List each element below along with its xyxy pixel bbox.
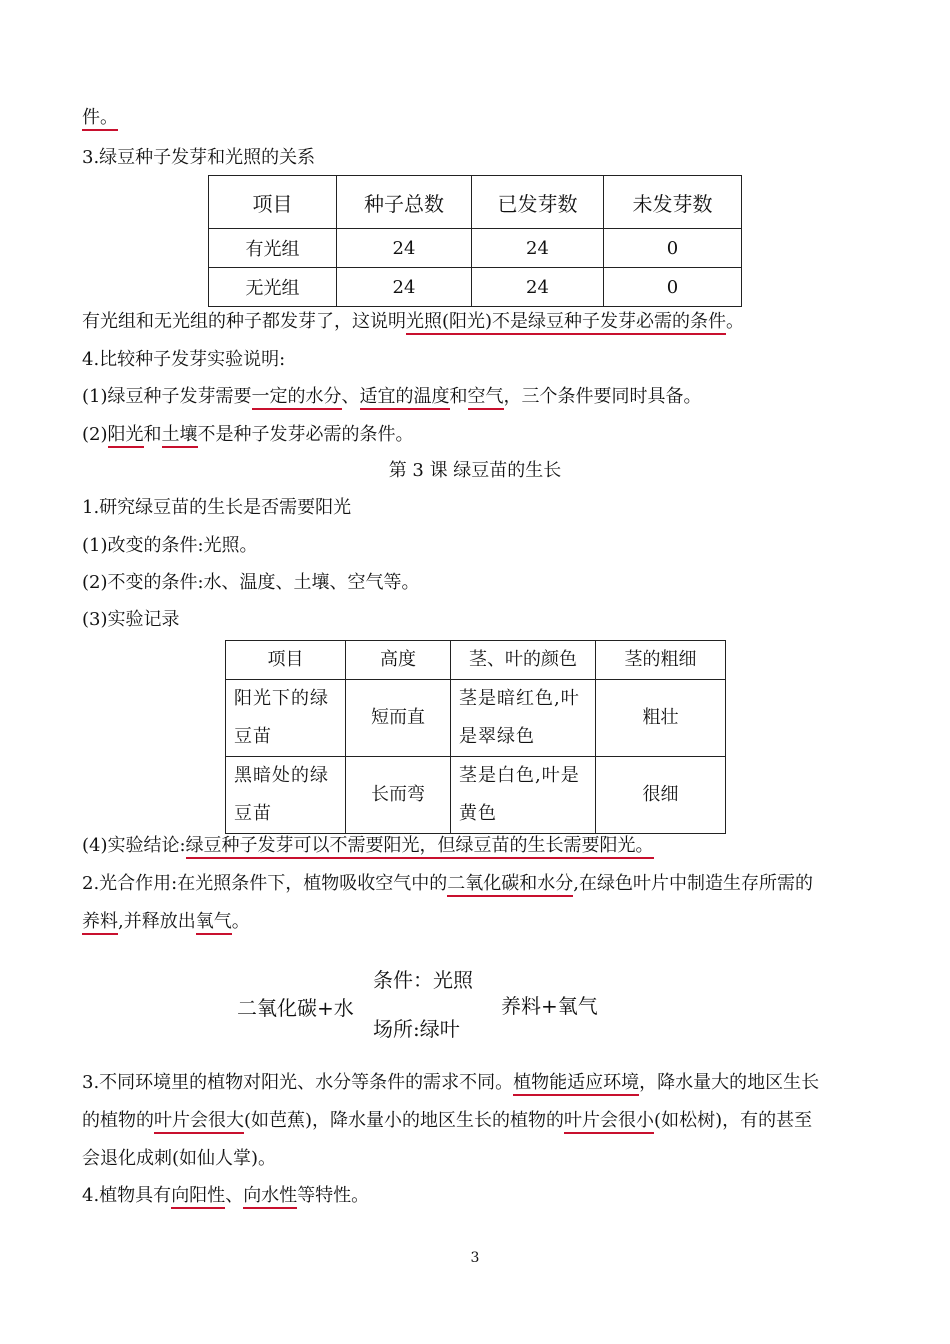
lesson-item-1-title: 1.研究绿豆苗的生长是否需要阳光 xyxy=(82,497,352,518)
seedling-experiment-table xyxy=(225,640,726,834)
section-4-item-1: (1)绿豆种子发芽需要一定的水分、适宜的温度和空气，三个条件要同时具备。 xyxy=(82,385,702,409)
germination-light-table xyxy=(208,175,742,307)
lesson-title: 第 3 课 绿豆苗的生长 xyxy=(388,460,562,481)
photosynthesis-line-1: 2.光合作用:在光照条件下，植物吸收空气中的二氧化碳和水分,在绿色叶片中制造生存所需的 xyxy=(82,872,813,896)
photosynthesis-line-2: 养料,并释放出氧气。 xyxy=(82,910,250,934)
section-4-item-2: (2)阳光和土壤不是种子发芽必需的条件。 xyxy=(82,423,414,447)
formula-location: 场所:绿叶 xyxy=(373,1017,460,1041)
section-4-title: 4.比较种子发芽实验说明: xyxy=(82,349,286,370)
table-row: 黑暗处的绿豆苗 长而弯 茎是白色,叶是黄色 很细 xyxy=(226,757,726,834)
tropism-line: 4.植物具有向阳性、向水性等特性。 xyxy=(82,1184,369,1208)
adaptation-line-2: 的植物的叶片会很大(如芭蕉)，降水量小的地区生长的植物的叶片会很小(如松树)，有的甚至 xyxy=(82,1109,812,1133)
table-row: 阳光下的绿豆苗 短而直 茎是暗红色,叶是翠绿色 粗壮 xyxy=(226,680,726,757)
lesson-item-1-4: (4)实验结论:绿豆种子发芽可以不需要阳光，但绿豆苗的生长需要阳光。 xyxy=(82,834,654,858)
lesson-item-1-3: (3)实验记录 xyxy=(82,609,180,630)
table-header-row: 项目 高度 茎、叶的颜色 茎的粗细 xyxy=(226,641,726,680)
adaptation-line-1: 3.不同环境里的植物对阳光、水分等条件的需求不同。植物能适应环境，降水量大的地区生长 xyxy=(82,1071,819,1095)
formula-reactants: 二氧化碳+水 xyxy=(237,996,354,1020)
table-row: 有光组 24 24 0 xyxy=(209,229,742,268)
conclusion-light: 有光组和无光组的种子都发芽了，这说明光照(阳光)不是绿豆种子发芽必需的条件。 xyxy=(82,310,744,334)
top-fragment: 件。 xyxy=(82,106,118,130)
table-header-row: 项目 种子总数 已发芽数 未发芽数 xyxy=(209,176,742,229)
lesson-item-1-1: (1)改变的条件:光照。 xyxy=(82,535,258,556)
page-number: 3 xyxy=(470,1250,480,1266)
formula-condition: 条件：光照 xyxy=(373,968,473,992)
formula-products: 养料+氧气 xyxy=(501,994,598,1018)
section-3-title: 3.绿豆种子发芽和光照的关系 xyxy=(82,147,316,168)
table-row: 无光组 24 24 0 xyxy=(209,268,742,307)
adaptation-line-3: 会退化成刺(如仙人掌)。 xyxy=(82,1148,277,1169)
lesson-item-1-2: (2)不变的条件:水、温度、土壤、空气等。 xyxy=(82,572,420,593)
